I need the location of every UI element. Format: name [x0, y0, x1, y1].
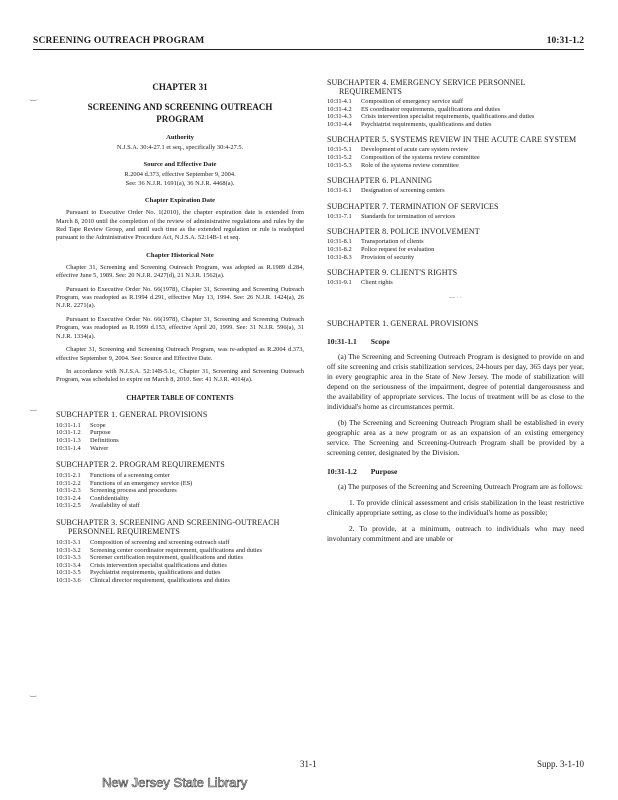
section-title: Purpose	[370, 466, 398, 476]
toc-item-number: 10:31-6.1	[327, 187, 352, 195]
toc-subchapter-title: SUBCHAPTER 7. TERMINATION OF SERVICES	[327, 201, 499, 211]
toc-item	[327, 246, 584, 254]
history-heading: Chapter Historical Note	[146, 251, 214, 259]
right-column	[327, 78, 584, 544]
toc-item-number: 10:31-2.4	[56, 494, 81, 502]
body-paragraph: (a) The Screening and Screening Outreach Program is designed to provide on and off site screening and crisis stabilization services, 24-hours per day, 365 days per year, in every geographic area in the State of New Jersey. The mode of stabilization will depend on the seriousness of the impairment, degree of potential dangerousness and the availability of appropriate services. The locus of treatment will be as close to the individual's home as circumstances permit.	[327, 351, 584, 411]
body-subchapter-heading: SUBCHAPTER 1. GENERAL PROVISIONS	[327, 318, 479, 328]
toc-heading: CHAPTER TABLE OF CONTENTS	[126, 394, 234, 402]
toc-item	[56, 429, 304, 437]
toc-item-title: Psychiatrist requirements, qualifications and duties	[90, 569, 221, 577]
toc-item-title: Screening center coordinator requirement, qualifications and duties	[90, 546, 262, 554]
toc-item	[327, 106, 584, 114]
toc-item-number: 10:31-7.1	[327, 212, 352, 220]
toc-list	[327, 213, 584, 221]
toc-item-title: Purpose	[90, 429, 111, 437]
toc-item-title: Composition of emergency service staff	[361, 98, 463, 105]
toc-item-title: ES coordinator requirements, qualifications and duties	[361, 105, 501, 113]
toc-item-number: 10:31-8.1	[327, 238, 352, 246]
history-note: Chapter 31, Screening and Screening Outreach Program, was adopted as R.1989 d.284, effective June 5, 1989. See: 20 N.J.R. 2427(d), 21 N.J.R. 1562(a).	[56, 263, 304, 280]
toc-item	[327, 121, 584, 129]
body-paragraph: 2. To provide, at a minimum, outreach to individuals who may need involuntary commitment and are unable or	[327, 523, 584, 543]
toc-list	[327, 187, 584, 195]
toc-item-title: Definitions	[90, 436, 119, 444]
section-number: 10:31-1.1	[327, 336, 357, 346]
left-column	[56, 78, 304, 585]
toc-item-number: 10:31-4.4	[327, 120, 352, 128]
toc-subchapter-title: SUBCHAPTER 5. SYSTEMS REVIEW IN THE ACUTE CARE SYSTEM	[327, 135, 577, 145]
toc-item-number: 10:31-3.5	[56, 569, 81, 577]
toc-item	[56, 437, 304, 445]
toc-item-number: 10:31-1.2	[56, 429, 81, 437]
section-separator: — · ·	[449, 294, 462, 301]
page-number: 31-1	[300, 759, 317, 769]
toc-list	[327, 238, 584, 261]
running-header-section: 10:31-1.2	[546, 36, 584, 46]
toc-item-number: 10:31-3.2	[56, 546, 81, 554]
toc-item-title: Transportation of clients	[361, 238, 424, 246]
toc-item-number: 10:31-1.1	[56, 421, 81, 429]
toc-item-title: Police request for evaluation	[361, 245, 435, 253]
toc-item	[327, 187, 584, 195]
toc-item	[327, 98, 584, 106]
toc-item-title: Crisis intervention specialist qualifications and duties	[90, 561, 227, 569]
toc-item	[56, 539, 304, 547]
toc-item	[56, 445, 304, 453]
toc-subchapter-title: SUBCHAPTER 8. POLICE INVOLVEMENT	[327, 227, 480, 237]
margin-mark: ‿	[30, 92, 37, 101]
toc-item-title: Scope	[90, 421, 106, 429]
toc-item	[56, 554, 304, 562]
toc-item	[56, 487, 304, 495]
chapter-title	[56, 101, 304, 125]
toc-item	[327, 162, 584, 170]
toc-item-number: 10:31-4.1	[327, 98, 352, 105]
toc-item-number: 10:31-5.1	[327, 146, 352, 154]
toc-item-number: 10:31-2.3	[56, 487, 81, 495]
toc-list	[327, 279, 584, 287]
toc-item-number: 10:31-3.1	[56, 539, 81, 547]
toc-item	[56, 502, 304, 510]
authority-heading: Authority	[166, 134, 194, 141]
toc-item-number: 10:31-1.3	[56, 436, 81, 444]
toc-item-title: Designation of screening centers	[361, 187, 445, 195]
toc-item-number: 10:31-3.6	[56, 577, 81, 585]
toc-subchapter-title: SUBCHAPTER 6. PLANNING	[327, 176, 433, 186]
chapter-title-line2: PROGRAM	[156, 114, 204, 124]
toc-item-number: 10:31-1.4	[56, 444, 81, 452]
toc-item	[56, 480, 304, 488]
toc-item-title: Standards for termination of services	[361, 212, 456, 220]
toc-item	[327, 154, 584, 162]
toc-item-title: Confidentiality	[90, 494, 129, 502]
toc-item-number: 10:31-3.3	[56, 554, 81, 562]
toc-list	[56, 539, 304, 585]
toc-subchapter-title: SUBCHAPTER 2. PROGRAM REQUIREMENTS	[56, 460, 225, 470]
history-note: Pursuant to Executive Order No. 66(1978), Chapter 31, Screening and Screening Outreach Program, was readopted as R.1999 d.153, effective April 20, 1999. See: 31 N.J.R. 596(a), 31 N.J.R. 1334(a).	[56, 315, 304, 340]
body-paragraph: (b) The Screening and Screening Outreach Program shall be established in every geographic area as a new program or as an expansion of an existing emergency service. The Screening and Screening-Outreach Program shall be provided by a screening center, designated by the Division.	[327, 417, 584, 457]
toc-item-title: Functions of an emergency service (ES)	[90, 479, 193, 487]
toc-item-number: 10:31-4.2	[327, 105, 352, 113]
chapter-number: CHAPTER 31	[152, 82, 208, 92]
header-rule	[33, 49, 584, 50]
toc-list	[56, 422, 304, 452]
section-number: 10:31-1.2	[327, 466, 357, 476]
toc-list	[327, 98, 584, 128]
toc-item	[327, 238, 584, 246]
library-stamp-text: New Jersey State Library	[102, 775, 248, 790]
toc-item-title: Composition of the systems review committee	[361, 153, 480, 161]
toc-item-title: Waiver	[90, 444, 109, 452]
toc-item-title: Client rights	[361, 279, 393, 287]
body-paragraph: 1. To provide clinical assessment and crisis stabilization in the least restrictive clinically appropriate setting, as close to the individual's home as possible;	[327, 497, 584, 517]
body-paragraph: (a) The purposes of the Screening and Screening Outreach Program are as follows:	[338, 481, 583, 491]
toc-item	[56, 472, 304, 480]
toc-item	[327, 254, 584, 262]
margin-mark: ‿	[30, 402, 37, 411]
toc-item-number: 10:31-4.3	[327, 113, 352, 121]
toc-item	[327, 279, 584, 287]
toc-item	[327, 213, 584, 221]
toc-item-title: Psychiatrist requirements, qualifications and duties	[361, 120, 492, 128]
toc-item-number: 10:31-2.1	[56, 472, 81, 480]
authority-text: N.J.S.A. 30:4-27.1 et seq., specifically 30:4-27.5.	[116, 144, 244, 151]
toc-subchapter-title: SUBCHAPTER 3. SCREENING AND SCREENING-OUTREACH PERSONNEL REQUIREMENTS	[56, 518, 280, 537]
toc-subchapter-title: SUBCHAPTER 9. CLIENT'S RIGHTS	[327, 268, 458, 278]
chapter-title-line1: SCREENING AND SCREENING OUTREACH	[87, 102, 273, 112]
section-title: Scope	[370, 336, 390, 346]
supplement-date: Supp. 3-1-10	[537, 759, 584, 769]
toc-item-number: 10:31-5.2	[327, 153, 352, 161]
section-heading-scope	[327, 337, 584, 346]
toc-item-number: 10:31-2.5	[56, 502, 81, 510]
toc-item	[56, 569, 304, 577]
toc-item	[327, 146, 584, 154]
toc-item-title: Clinical director requirement, qualifications and duties	[90, 577, 230, 585]
toc-item-number: 10:31-3.4	[56, 561, 81, 569]
history-note: In accordance with N.J.S.A. 52:14B-5.1c, Chapter 31, Screening and Screening Outreach Program, was scheduled to expire on March 8, 2010. See: 41 N.J.R. 4014(a).	[56, 367, 304, 384]
section-heading-purpose	[327, 467, 584, 476]
toc-item-number: 10:31-8.3	[327, 253, 352, 261]
toc-list	[56, 472, 304, 510]
toc-item-title: Provision of security	[361, 253, 415, 261]
margin-mark: ‿	[30, 688, 37, 697]
toc-item-title: Screener certification requirement, qualifications and duties	[90, 554, 243, 562]
toc-item-title: Availability of staff	[90, 502, 140, 510]
expiration-text: Pursuant to Executive Order No. 1(2010), the chapter expiration date is extended from March 8, 2010 until the completion of the review of administrative regulations and rules by the Red Tape Review Group, and until such time as the extended regulation or rule is readopted pursuant to the Administrative Procedure Act, N.J.S.A. 52:14B-1 et seq.	[56, 209, 304, 242]
toc-subchapter-title: SUBCHAPTER 1. GENERAL PROVISIONS	[56, 409, 208, 419]
expiration-heading: Chapter Expiration Date	[144, 197, 216, 205]
toc-item-title: Crisis intervention specialist requirements, qualifications and duties	[361, 113, 535, 121]
toc-subchapter-title: SUBCHAPTER 4. EMERGENCY SERVICE PERSONNEL REQUIREMENTS	[327, 78, 526, 96]
source-line-1: R.2004 d.373, effective September 9, 2004.	[124, 171, 236, 179]
toc-item-number: 10:31-5.3	[327, 161, 352, 169]
toc-item	[56, 547, 304, 555]
toc-list	[327, 146, 584, 169]
library-stamp	[100, 771, 260, 793]
source-heading: Source and Effective Date	[143, 161, 217, 169]
toc-item-title: Development of acute care system review	[361, 146, 468, 154]
history-note: Chapter 31, Screening and Screening Outreach Program, was re-adopted as R.2004 d.373, effective September 9, 2004. See: Source and Effective Date.	[56, 346, 304, 362]
history-note: Pursuant to Executive Order No. 66(1978), Chapter 31, Screening and Screening Outreach Program, was readopted as R.1994 d.291, effective May 13, 1994. See: 26 N.J.R. 1424(a), 26 N.J.R. 2271(a).	[56, 285, 304, 310]
toc-item-title: Composition of screening and screening outreach staff	[90, 539, 230, 547]
toc-item	[56, 495, 304, 503]
toc-item-title: Functions of a screening center	[90, 472, 170, 480]
running-header-title: SCREENING OUTREACH PROGRAM	[33, 36, 205, 46]
toc-item	[56, 422, 304, 430]
toc-item-number: 10:31-8.2	[327, 245, 352, 253]
toc-item-number: 10:31-9.1	[327, 279, 352, 287]
toc-item-title: Screening process and procedures	[90, 487, 177, 495]
toc-item	[56, 577, 304, 585]
toc-item	[56, 562, 304, 570]
source-line-2: See: 36 N.J.R. 1691(a), 36 N.J.R. 4468(a).	[125, 179, 235, 187]
toc-item	[327, 113, 584, 121]
toc-item-number: 10:31-2.2	[56, 479, 81, 487]
toc-item-title: Role of the systems review committee	[361, 161, 459, 169]
